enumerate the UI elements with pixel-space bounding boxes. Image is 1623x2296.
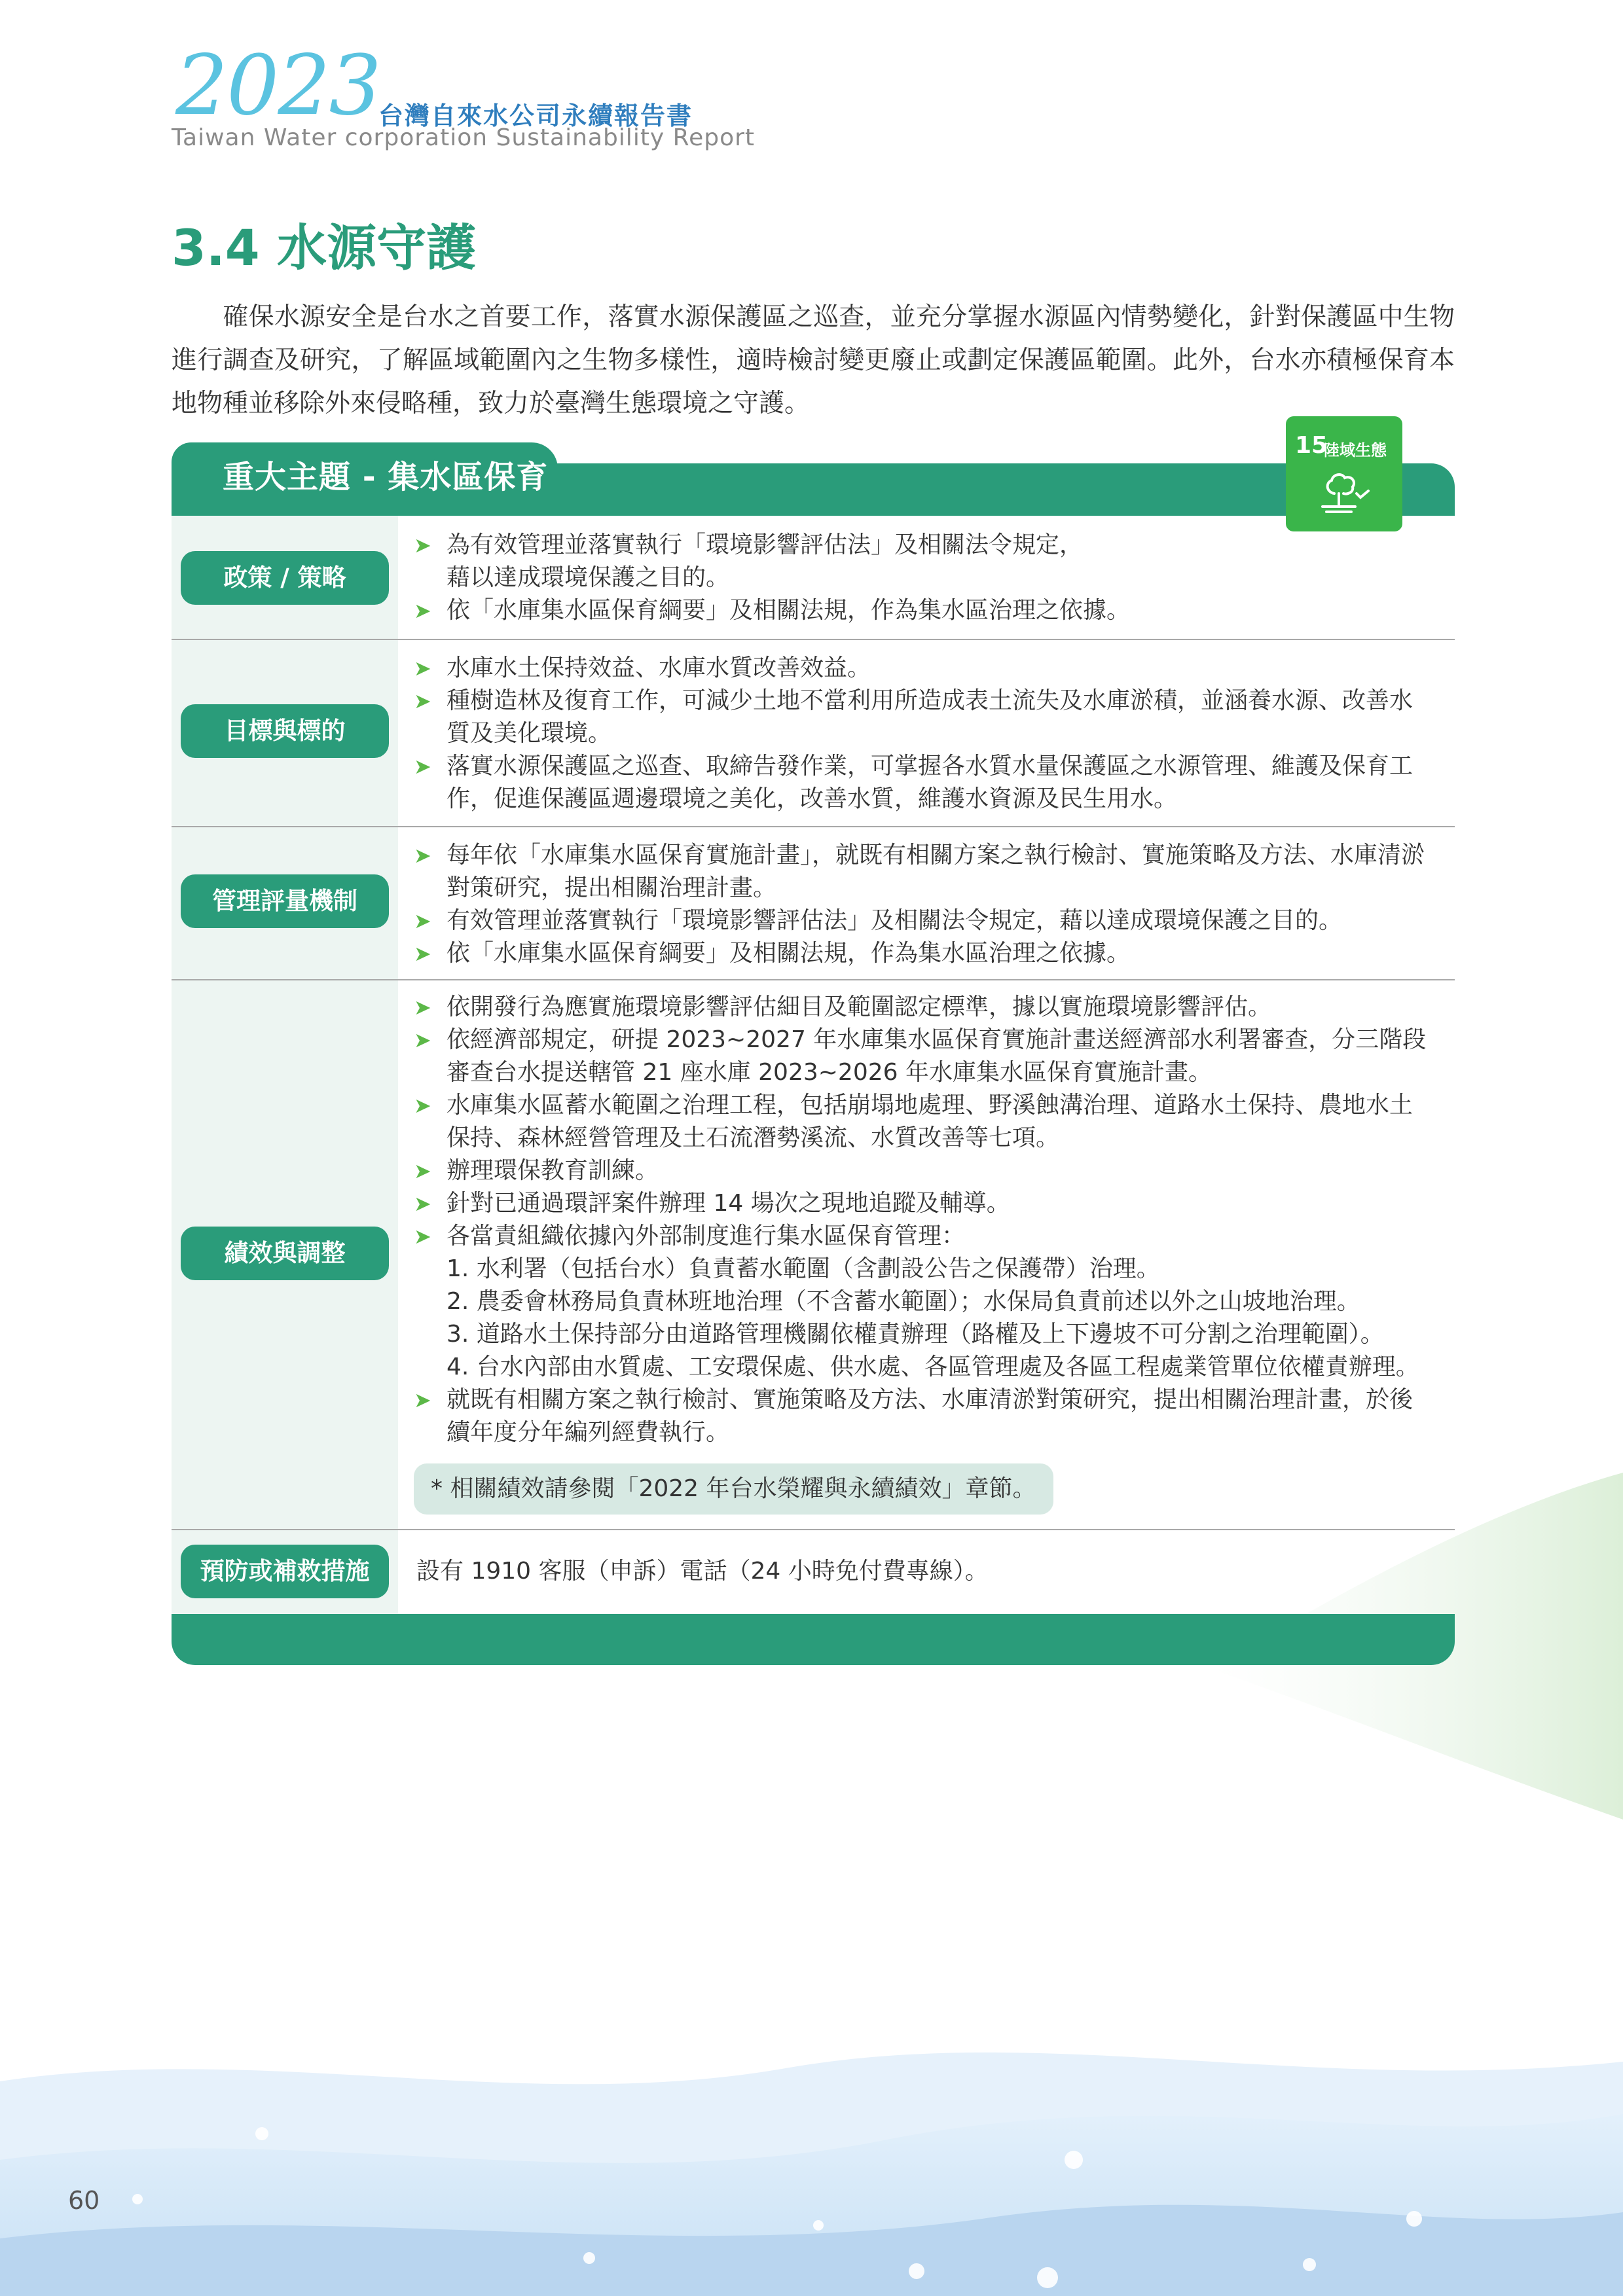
list-item: ➤ 水庫水土保持效益、水庫水質改善效益。 [414,652,1435,685]
row-content [414,652,1435,816]
tree-hands-icon [1315,467,1374,520]
sdg-label: 陸域生態 [1324,441,1387,459]
table-row-policy [172,516,1455,640]
list-item: ➤ 每年依「水庫集水區保育實施計畫」，就既有相關方案之執行檢討、實施策略及方法、水庫清淤對策研究，提出相關治理計畫。 [414,839,1435,905]
arrow-icon: ➤ [414,533,431,558]
label-performance: 績效與調整 [181,1227,389,1280]
sub-item: 3. 道路水土保持部分由道路管理機關依權責辦理（路權及上下邊坡不可分割之治理範圍）。 [447,1321,1384,1348]
list-item: ➤ 就既有相關方案之執行檢討、實施策略及方法、水庫清淤對策研究，提出相關治理計畫，於後續年度分年編列經費執行。 [414,1384,1435,1449]
sub-item: 2. 農委會林務局負責林班地治理（不含蓄水範圍）；水保局負責前述以外之山坡地治理。 [447,1288,1360,1315]
list-item: ➤ 依「水庫集水區保育綱要」及相關法規，作為集水區治理之依據。 [414,937,1435,970]
table-row-performance [172,980,1455,1530]
report-year: 2023 [175,37,380,134]
list-item: ➤ 種樹造林及復育工作，可減少土地不當利用所造成表土流失及水庫淤積，並涵養水源、改善水質及美化環境。 [414,685,1435,750]
arrow-icon: ➤ [414,995,431,1020]
arrow-icon: ➤ [414,1158,431,1183]
section-intro: 確保水源安全是台水之首要工作，落實水源保護區之巡查，並充分掌握水源區內情勢變化，針對保護區中生物進行調查及研究，了解區域範圍內之生物多樣性，適時檢討變更廢止或劃定保護區範圍。此外，台水亦積極保育本地物種並移除外來侵略種，致力於臺灣生態環境之守護。 [172,302,1455,418]
arrow-icon: ➤ [414,1388,431,1412]
table-row-prevention [172,1530,1455,1614]
row-content [414,529,1435,627]
report-title-en: Taiwan Water corporation Sustainability Report [172,124,756,151]
row-content [416,1555,1435,1588]
arrow-icon: ➤ [414,908,431,933]
table-row-management [172,827,1455,980]
arrow-icon: ➤ [414,941,431,966]
arrow-icon: ➤ [414,689,431,713]
sdg-number: 15 [1295,432,1328,459]
table-row-goals [172,640,1455,827]
list-item: ➤ 水庫集水區蓄水範圍之治理工程，包括崩塌地處理、野溪蝕溝治理、道路水土保持、農地水土保持、森林經營管理及土石流潛勢溪流、水質改善等七項。 [414,1089,1435,1155]
row-content [414,839,1435,970]
performance-note: * 相關績效請參閱「2022 年台水榮耀與永續績效」章節。 [414,1463,1053,1515]
list-item: ➤ 依「水庫集水區保育綱要」及相關法規，作為集水區治理之依據。 [414,594,1435,627]
list-item: ➤ 落實水源保護區之巡查、取締告發作業，可掌握各水質水量保護區之水源管理、維護及保育工作，促進保護區週邊環境之美化，改善水質，維護水資源及民生用水。 [414,750,1435,816]
arrow-icon: ➤ [414,656,431,681]
list-item: ➤ 各當責組織依據內外部制度進行集水區保育管理： [414,1220,1435,1253]
list-item: ➤ 有效管理並落實執行「環境影響評估法」及相關法令規定，藉以達成環境保護之目的。 [414,905,1435,937]
label-management: 管理評量機制 [181,874,389,928]
arrow-icon: ➤ [414,1191,431,1216]
arrow-icon: ➤ [414,1224,431,1249]
section-title: 3.4 水源守護 [172,219,477,277]
list-item: ➤ 為有效管理並落實執行「環境影響評估法」及相關法令規定， 藉以達成環境保護之目的。 [414,529,1435,594]
table-bottom-bar [172,1614,1455,1665]
prevention-text: 設有 1910 客服（申訴）電話（24 小時免付費專線）。 [416,1558,989,1585]
page-number: 60 [68,2186,100,2215]
label-prevention: 預防或補救措施 [181,1545,389,1598]
arrow-icon: ➤ [414,1093,431,1118]
label-policy: 政策 / 策略 [181,551,389,605]
arrow-icon: ➤ [414,598,431,623]
list-item: ➤ 辦理環保教育訓練。 [414,1155,1435,1187]
report-title-cn: 台灣自來水公司永續報告書 [378,101,693,130]
list-item: ➤ 依經濟部規定，研提 2023~2027 年水庫集水區保育實施計畫送經濟部水利署審查，分三階段審查台水提送轄管 21 座水庫 2023~2026 年水庫集水區保育實施計畫。 [414,1024,1435,1089]
row-content [414,991,1435,1515]
table-banner-title: 重大主題 - 集水區保育 [223,459,549,495]
arrow-icon: ➤ [414,843,431,868]
list-item: ➤ 依開發行為應實施環境影響評估細目及範圍認定標準，據以實施環境影響評估。 [414,991,1435,1024]
arrow-icon: ➤ [414,754,431,779]
sub-item: 4. 台水內部由水質處、工安環保處、供水處、各區管理處及各區工程處業管單位依權責辦理。 [447,1354,1419,1380]
arrow-icon: ➤ [414,1028,431,1052]
list-item: ➤ 針對已通過環評案件辦理 14 場次之現地追蹤及輔導。 [414,1187,1435,1220]
sdg-badge [1286,416,1402,531]
sub-item: 1. 水利署（包括台水）負責蓄水範圍（含劃設公告之保護帶）治理。 [447,1255,1160,1282]
label-goals: 目標與標的 [181,704,389,758]
